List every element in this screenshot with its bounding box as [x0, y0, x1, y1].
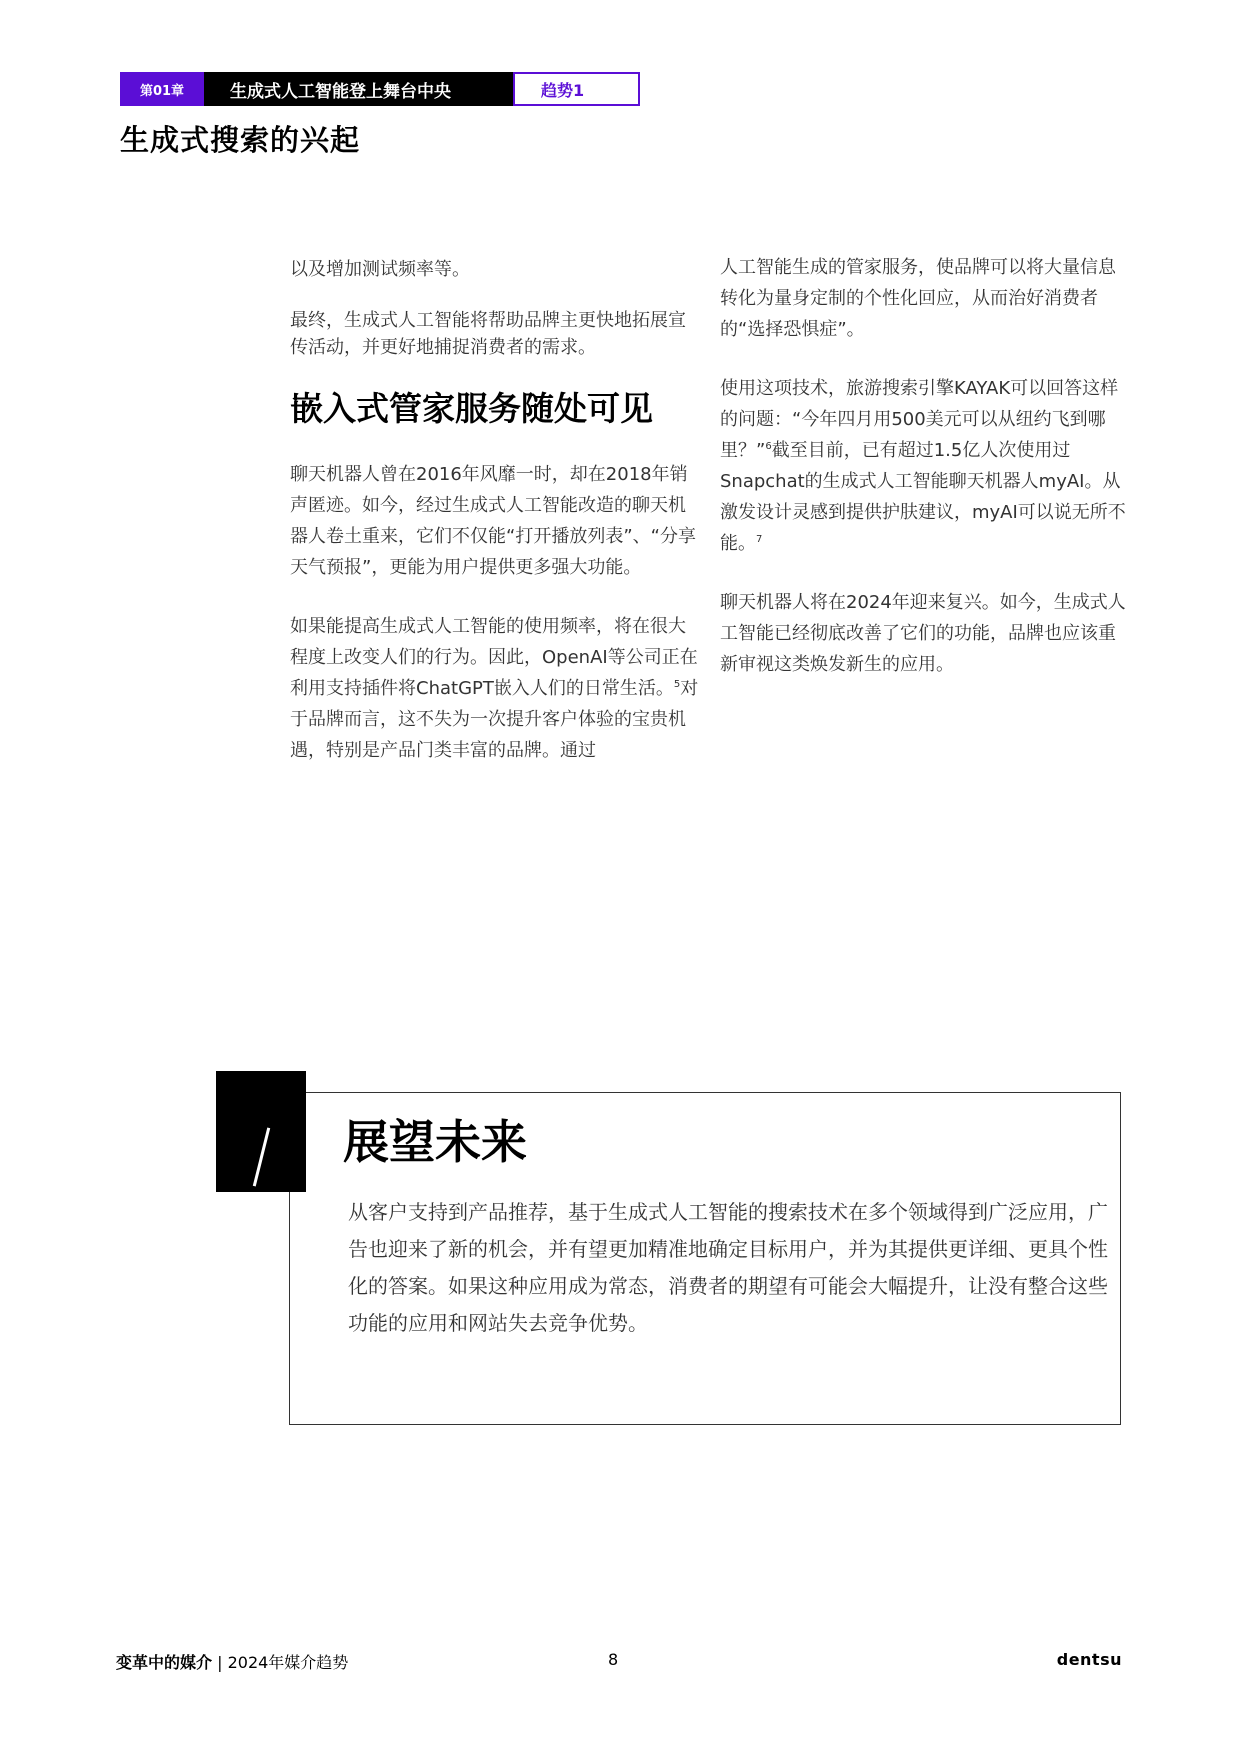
chapter-title: 生成式人工智能登上舞台中央: [204, 72, 513, 106]
paragraph: [720, 373, 1128, 559]
paragraph-text: 使用这项技术，旅游搜索引擎KAYAK可以回答这样的问题：“今年四月用500美元可以从纽约飞到哪里？”: [720, 378, 1119, 461]
page-footer: [116, 1650, 1122, 1674]
paragraph: [290, 611, 700, 766]
left-column: [290, 254, 700, 794]
footnote-ref: 7: [756, 534, 763, 545]
paragraph: 聊天机器人将在2024年迎来复兴。如今，生成式人工智能已经彻底改善了它们的功能，品牌也应该重新审视这类焕发新生的应用。: [720, 592, 1126, 675]
outlook-title: 展望未来: [343, 1115, 527, 1169]
chapter-tag: 第01章: [120, 72, 204, 106]
paragraph: 人工智能生成的管家服务，使品牌可以将大量信息转化为量身定制的个性化回应，从而治好消费者的“选择恐惧症”。: [720, 257, 1116, 340]
footer-publication: [116, 1650, 348, 1673]
page-title: 生成式搜索的兴起: [120, 123, 361, 157]
footer-subtitle: 2024年媒介趋势: [227, 1653, 349, 1672]
trend-tag: 趋势1: [513, 72, 640, 106]
slash-block: [216, 1071, 306, 1192]
footnote-ref: 5: [673, 679, 681, 690]
page-number: 8: [608, 1650, 619, 1669]
footer-publication-title: 变革中的媒介: [116, 1653, 213, 1672]
paragraph-text: 如果能提高生成式人工智能的使用频率，将在很大程度上改变人们的行为。因此，OpenAI等公司正在利用支持插件将ChatGPT嵌入人们的日常生活。: [290, 616, 698, 699]
section-heading: 嵌入式管家服务随处可见: [290, 389, 653, 428]
paragraph: 聊天机器人曾在2016年风靡一时，却在2018年销声匿迹。如今，经过生成式人工智能改造的聊天机器人卷土重来，它们不仅能“打开播放列表”、“分享天气预报”，更能为用户提供更多强大功能。: [290, 464, 696, 578]
paragraph-text: 截至目前，已有超过1.5亿人次使用过Snapchat的生成式人工智能聊天机器人myAI。从激发设计灵感到提供护肤建议，myAI可以说无所不能。: [720, 440, 1126, 554]
footnote-ref: 6: [765, 441, 772, 452]
paragraph-text: 对于品牌而言，这不失为一次提升客户体验的宝贵机遇，特别是产品门类丰富的品牌。通过: [290, 678, 699, 761]
slash-icon: [253, 1128, 270, 1187]
chapter-header-bar: [120, 72, 640, 106]
footer-separator: |: [212, 1653, 228, 1672]
outlook-body: 从客户支持到产品推荐，基于生成式人工智能的搜索技术在多个领域得到广泛应用，广告也迎来了新的机会，并有望更加精准地确定目标用户，并为其提供更详细、更具个性化的答案。如果这种应用成为常态，消费者的期望有可能会大幅提升，让没有整合这些功能的应用和网站失去竞争优势。: [348, 1200, 1108, 1335]
paragraph: 以及增加测试频率等。: [290, 259, 470, 280]
right-column: [720, 252, 1128, 708]
paragraph: 最终，生成式人工智能将帮助品牌主更快地拓展宣传活动，并更好地捕捉消费者的需求。: [290, 310, 686, 358]
brand-logo: dentsu: [1056, 1650, 1122, 1669]
